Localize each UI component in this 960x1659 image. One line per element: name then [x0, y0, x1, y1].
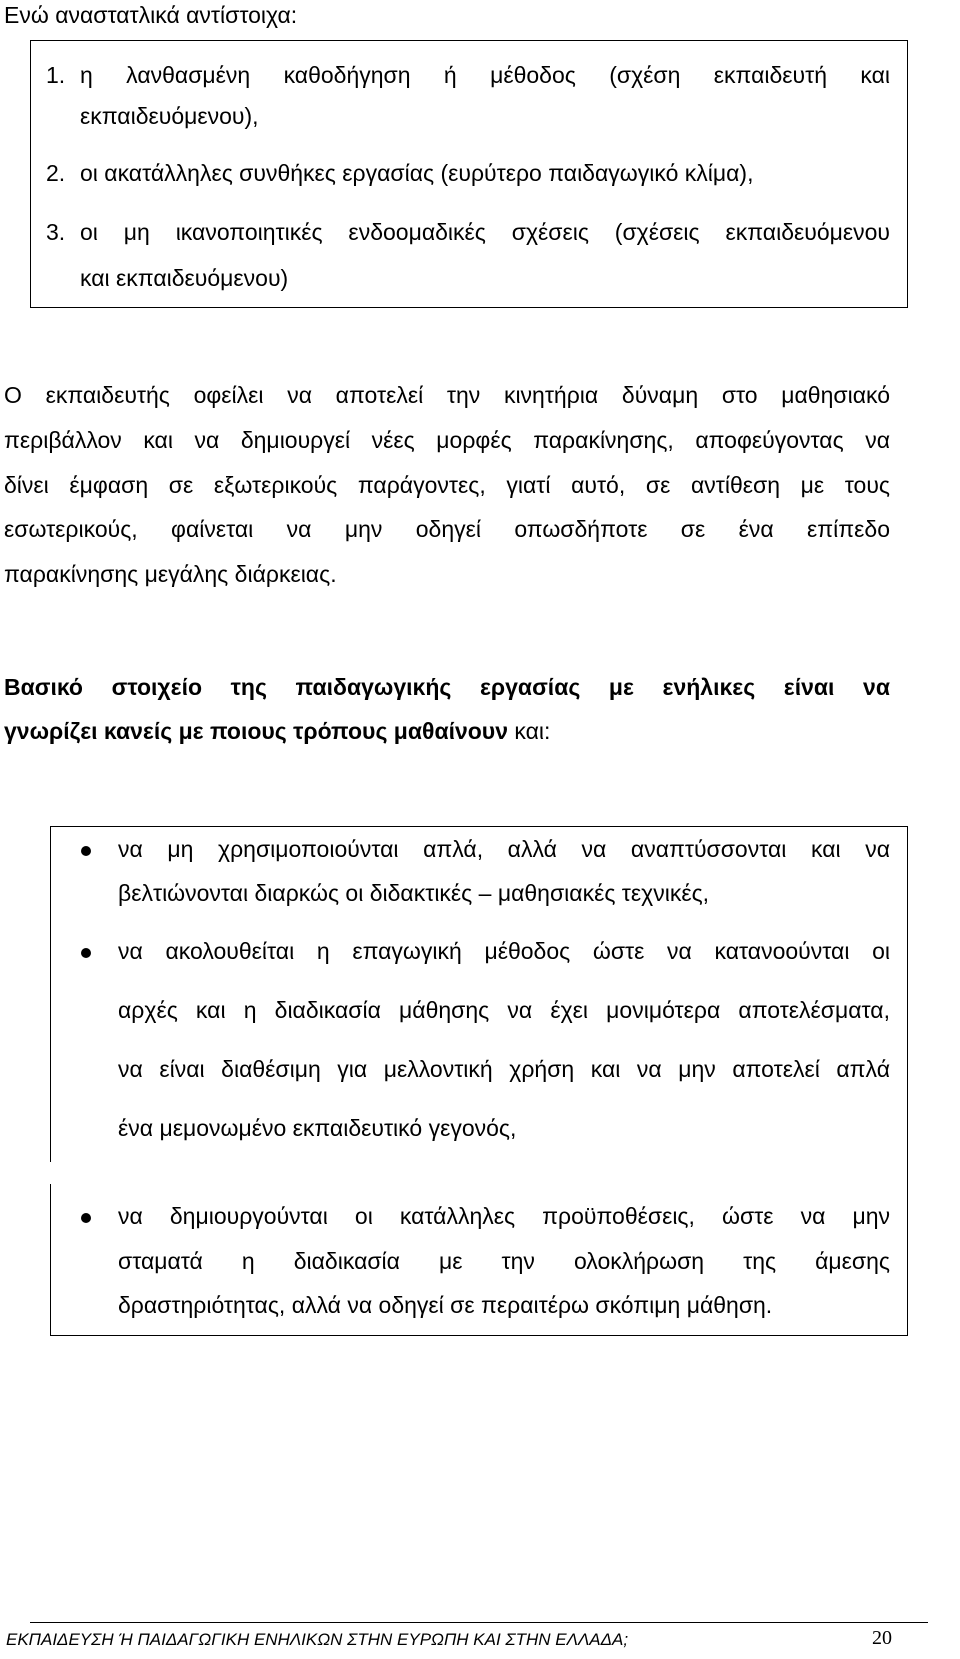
paragraph-2-line-2 [4, 718, 550, 745]
paragraph-1-line-2: περιβάλλον και να δημιουργεί νέες μορφές παρακίνησης, αποφεύγοντας να [4, 427, 890, 453]
paragraph-1-line-1: Ο εκπαιδευτής οφείλει να αποτελεί την κινητήρια δύναμη στο μαθησιακό [4, 382, 890, 408]
bullet-2-line-4: ένα μεμονωμένο εκπαιδευτικό γεγονός, [118, 1115, 517, 1141]
list-item-2-line-1: οι ακατάλληλες συνθήκες εργασίας (ευρύτερο παιδαγωγικό κλίμα), [80, 160, 754, 186]
list-item-1-line-1: η λανθασμένη καθοδήγηση ή μέθοδος (σχέση εκπαιδευτή και [80, 62, 890, 88]
bullet-1-line-1: να μη χρησιμοποιούνται απλά, αλλά να αναπτύσσονται και να [118, 836, 890, 862]
list-item-1-line-2: εκπαιδευόμενου), [80, 103, 259, 129]
bullet-3-line-1: να δημιουργούνται οι κατάλληλες προϋποθέσεις, ώστε να μην [118, 1203, 890, 1229]
paragraph-2-line-1: Βασικό στοιχείο της παιδαγωγικής εργασίας με ενήλικες είναι να [4, 674, 890, 700]
paragraph-2-line-2-bold: γνωρίζει κανείς με ποιους τρόπους μαθαίνουν [4, 718, 508, 744]
list-item-3-line-1: οι μη ικανοποιητικές ενδοομαδικές σχέσεις (σχέσεις εκπαιδευόμενου [80, 219, 890, 245]
paragraph-1-line-3: δίνει έμφαση σε εξωτερικούς παράγοντες, γιατί αυτό, σε αντίθεση με τους [4, 472, 890, 498]
list-item-number-3: 3. [46, 219, 66, 245]
bullet-3-line-2: σταματά η διαδικασία με την ολοκλήρωση της άμεσης [118, 1248, 890, 1274]
paragraph-2-line-2-rest: και: [508, 718, 551, 744]
intro-line: Ενώ αναστατλικά αντίστοιχα: [4, 2, 298, 28]
page-number: 20 [872, 1627, 892, 1649]
paragraph-1-line-4: εσωτερικούς, φαίνεται να μην οδηγεί οπωσδήποτε σε ένα επίπεδο [4, 516, 890, 542]
box-border-gap [48, 1162, 54, 1184]
bullet-2-line-1: να ακολουθείται η επαγωγική μέθοδος ώστε να κατανοούνται οι [118, 938, 890, 964]
footer-title: ΕΚΠΑΙΔΕΥΣΗ Ή ΠΑΙΔΑΓΩΓΙΚΗ ΕΝΗΛΙΚΩΝ ΣΤΗΝ ΕΥΡΩΠΗ ΚΑΙ ΣΤΗΝ ΕΛΛΑΔΑ; [6, 1630, 629, 1649]
footer-rule [30, 1622, 928, 1623]
paragraph-1-line-5: παρακίνησης μεγάλης διάρκειας. [4, 561, 337, 587]
bullet-dot-1 [81, 846, 91, 856]
bullet-dot-3 [81, 1213, 91, 1223]
bullet-2-line-2: αρχές και η διαδικασία μάθησης να έχει μονιμότερα αποτελέσματα, [118, 997, 890, 1023]
bullet-2-line-3: να είναι διαθέσιμη για μελλοντική χρήση και να μην αποτελεί απλά [118, 1056, 890, 1082]
list-item-number-2: 2. [46, 160, 66, 186]
bullet-3-line-3: δραστηριότητας, αλλά να οδηγεί σε περαιτέρω σκόπιμη μάθηση. [118, 1292, 773, 1318]
bullet-dot-2 [81, 948, 91, 958]
bullet-1-line-2: βελτιώνονται διαρκώς οι διδακτικές – μαθησιακές τεχνικές, [118, 880, 710, 906]
list-item-number-1: 1. [46, 62, 66, 88]
list-item-3-line-2: και εκπαιδευόμενου) [80, 265, 289, 291]
